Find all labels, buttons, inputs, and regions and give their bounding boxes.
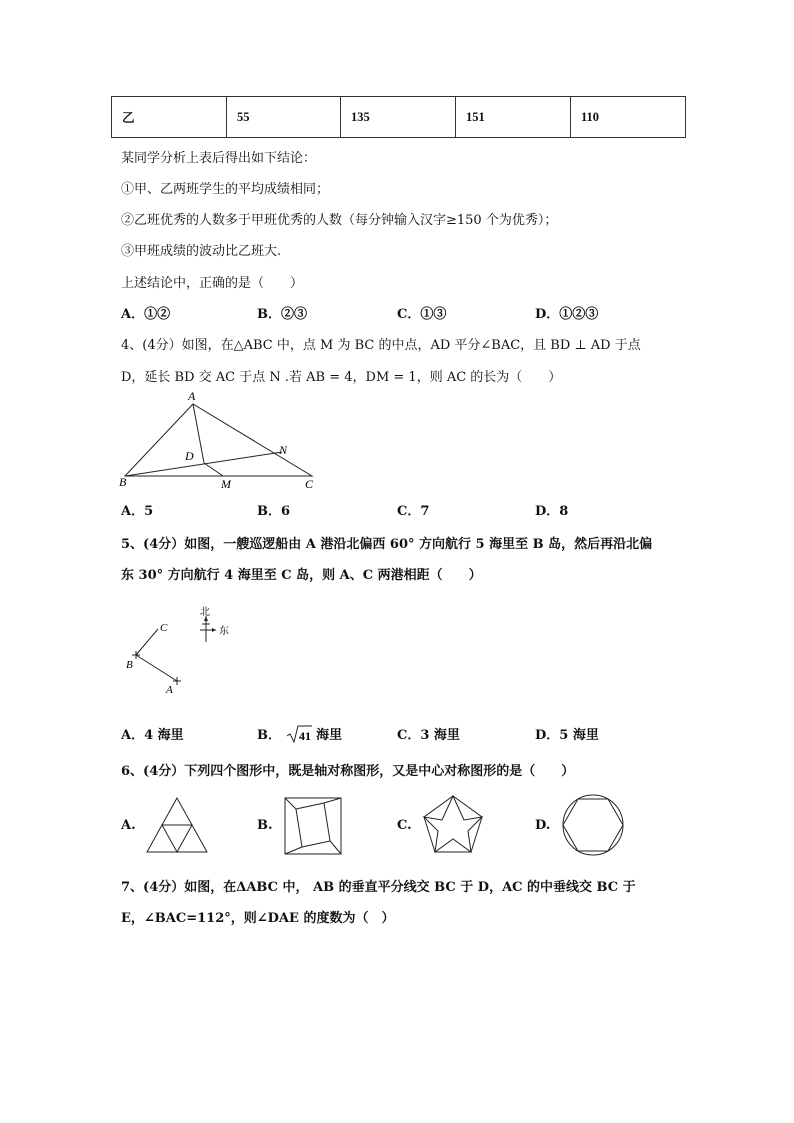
q4-option-b: B．6 <box>257 504 291 519</box>
q4-text-line-1: 4、(4分）如图，在△ABC 中，点 M 为 BC 的中点，AD 平分∠BAC，且 BD ⊥ AD 于点 <box>121 338 641 353</box>
q7-text-line-1: 7、(4分）如图，在ΔABC 中， AB 的垂直平分线交 BC 于 D，AC 的中垂线交 BC 于 <box>121 880 636 895</box>
q3-option-a: A．①② <box>121 307 171 322</box>
segment-ba <box>136 655 177 681</box>
q5-text-line-1: 5、(4分）如图，一艘巡逻船由 A 港沿北偏西 60° 方向航行 5 海里至 B 岛，然后再沿北偏 <box>121 537 653 552</box>
option-a-triangle-figure <box>144 795 210 855</box>
label-b: B <box>119 475 127 489</box>
q4-triangle-figure <box>115 390 330 490</box>
label-n: N <box>279 443 288 457</box>
table-cell: 55 <box>227 97 341 138</box>
q3-conclusion-2: ②乙班优秀的人数多于甲班优秀的人数（每分钟输入汉字≥150 个为优秀）； <box>121 213 558 228</box>
q6-text-line-1: 6、(4分）下列四个图形中，既是轴对称图形，又是中心对称图形的是（ ） <box>121 764 575 779</box>
segment-ad <box>193 404 204 463</box>
triangle-abc <box>125 404 312 476</box>
label-d: D <box>185 449 194 463</box>
north-label: 北 <box>200 607 210 618</box>
q6-option-c: C. <box>397 818 412 833</box>
q5-text-line-2: 东 30° 方向航行 4 海里至 C 岛，则 A、C 两港相距（ ） <box>121 568 482 583</box>
q4-option-d: D．8 <box>535 504 569 519</box>
q4-option-a: A．5 <box>121 504 154 519</box>
label-a: A <box>188 390 196 403</box>
q5-option-b-unit: 海里 <box>316 728 343 743</box>
q3-option-c: C．①③ <box>397 307 447 322</box>
q3-conclusion-3: ③甲班成绩的波动比乙班大. <box>121 244 282 259</box>
q4-text-line-2: D，延长 BD 交 AC 于点 N .若 AB = 4，DM = 1，则 AC 的长为（ ） <box>121 370 562 385</box>
q5-navigation-figure <box>118 604 238 696</box>
sqrt-sign-icon <box>286 724 312 744</box>
segment-bc <box>136 629 158 655</box>
option-d-hexagon-circle-figure <box>560 792 626 858</box>
sqrt-radicand: 41 <box>298 729 311 743</box>
q3-option-b: B．②③ <box>257 307 307 322</box>
q3-intro: 某同学分析上表后得出如下结论： <box>121 151 317 166</box>
label-a: A <box>166 684 173 696</box>
label-m: M <box>221 477 231 490</box>
segment-dm <box>204 463 223 476</box>
q6-option-d: D. <box>535 818 551 833</box>
option-c-star-pentagon-figure <box>420 792 486 858</box>
q3-conclusion-1: ①甲、乙两班学生的平均成绩相同； <box>121 182 330 197</box>
q7-text-line-2: E，∠BAC=112°，则∠DAE 的度数为（ ） <box>121 911 395 926</box>
q3-option-d: D．①②③ <box>535 307 599 322</box>
table-cell: 乙 <box>112 97 227 138</box>
q6-option-b: B. <box>257 818 273 833</box>
option-b-square-figure <box>282 795 344 857</box>
q5-option-b <box>257 724 342 744</box>
east-label: 东 <box>219 626 229 637</box>
q3-question: 上述结论中，正确的是（ ） <box>121 276 304 291</box>
segment-bn <box>125 452 282 476</box>
q5-option-d: D．5 海里 <box>535 728 599 743</box>
table-cell: 110 <box>571 97 686 138</box>
label-c: C <box>305 477 314 490</box>
q5-option-b-letter: B． <box>257 728 281 743</box>
table-cell: 135 <box>341 97 456 138</box>
q4-option-c: C．7 <box>397 504 430 519</box>
score-table <box>111 96 686 138</box>
table-row <box>112 97 686 138</box>
label-b: B <box>126 659 133 671</box>
q6-option-a: A. <box>121 818 136 833</box>
table-cell: 151 <box>456 97 571 138</box>
q5-option-a: A．4 海里 <box>121 728 184 743</box>
q5-option-c: C．3 海里 <box>397 728 460 743</box>
label-c: C <box>160 622 168 634</box>
